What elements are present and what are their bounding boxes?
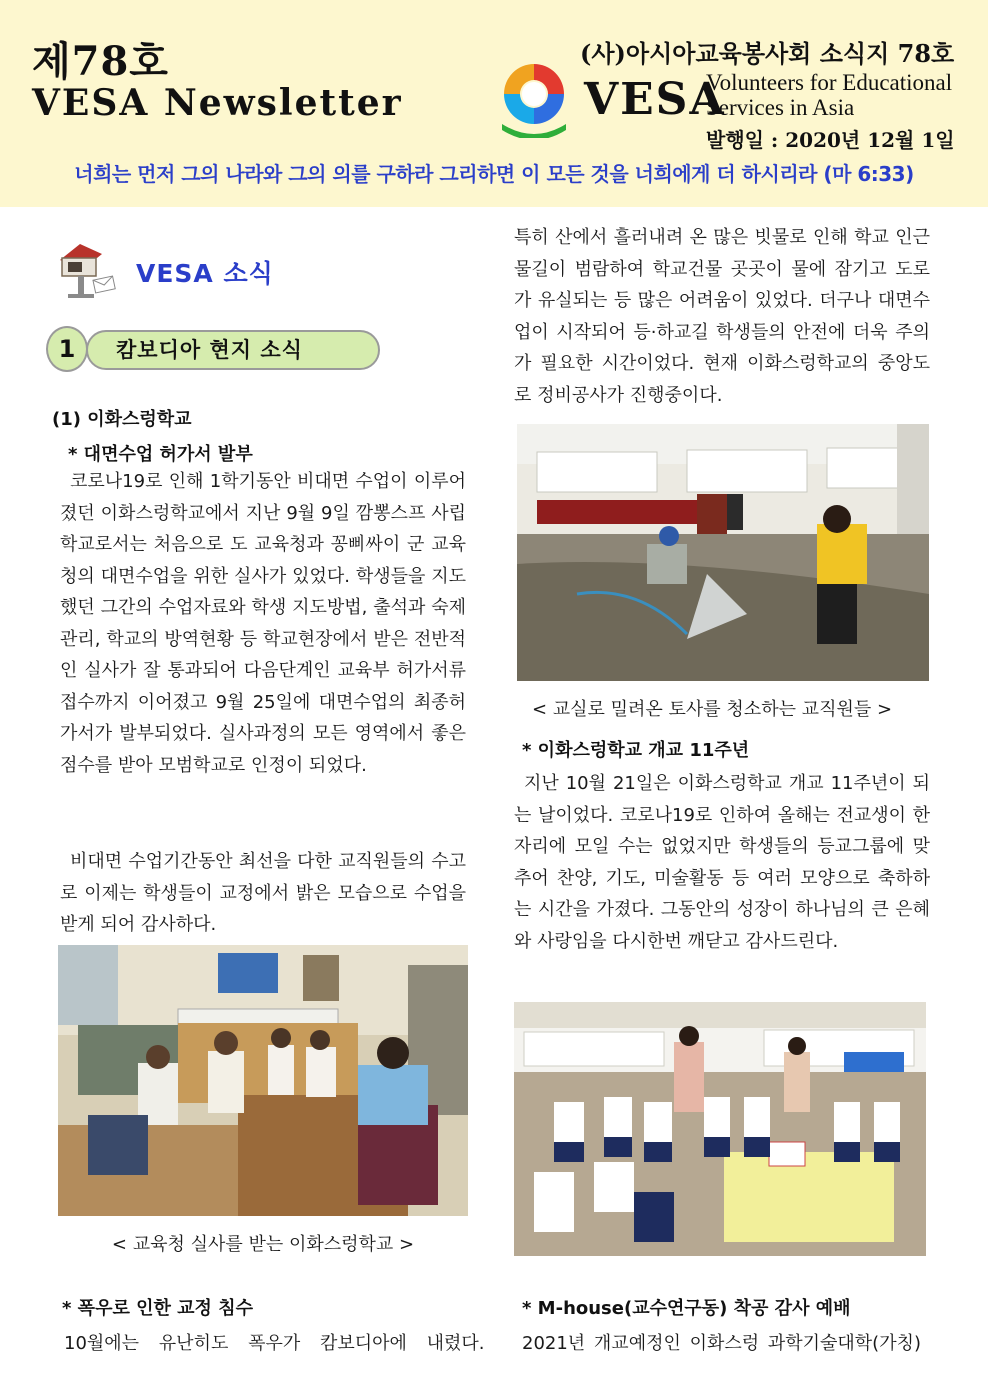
section-title: VESA 소식 [136,259,274,288]
newsletter-title: VESA Newsletter [32,82,403,124]
bible-verse: 너희는 먼저 그의 나라와 그의 의를 구하라 그리하면 이 모든 것을 너희에게 더 하시리라 (마 6:33) [74,162,914,186]
photo-inspection [58,945,468,1216]
mailbox-icon [54,238,118,302]
article-flood-paragraph-1: 10월에는 유난히도 폭우가 캄보디아에 내렸다. [64,1333,485,1354]
org-english-line-1: Volunteers for Educational [706,70,953,95]
article-flood-paragraph-2: 특히 산에서 흘러내려 온 많은 빗물로 인해 학교 인근 물길이 범람하여 학교건물 곳곳이 물에 잠기고 도로가 유실되는 등 많은 어려움이 있었다. 더구나 대면수업이 시작되어 등·하교길 학생들의 안전에 더욱 주의가 필요한 시간이었다. 현재 이화스렁학교의 중앙도로 정비공사가 진행중이다. [514,227,930,406]
photo-caption-inspection: < 교육청 실사를 받는 이화스렁학교 > [111,1234,415,1255]
photo-caption-cleaning: < 교실로 밀려온 토사를 청소하는 교직원들 > [531,699,893,720]
article-heading-mhouse: * M-house(교수연구동) 착공 감사 예배 [522,1298,851,1319]
article-permit-paragraph-2: 비대면 수업기간동안 최선을 다한 교직원들의 수고로 이제는 학생들이 교정에서 밝은 모습으로 수업을 받게 되어 감사하다. [60,851,466,935]
article-mhouse-paragraph: 2021년 개교예정인 이화스렁 과학기술대학(가칭) [522,1333,922,1354]
article-heading-flood: * 폭우로 인한 교정 침수 [62,1298,253,1319]
subsection-number: 1 [46,326,88,372]
vesa-logo-icon [496,58,572,138]
school-heading: (1) 이화스렁학교 [52,409,192,430]
organization-english-name [706,70,952,120]
subsection-title: 캄보디아 현지 소식 [116,338,303,362]
photo-cleaning [517,424,929,681]
photo-anniversary [514,1002,926,1256]
article-heading-anniversary: * 이화스렁학교 개교 11주년 [522,740,750,761]
organization-name: (사)아시아교육봉사회 소식지 78호 [580,39,955,68]
publication-date: 발행일 : 2020년 12월 1일 [706,128,955,152]
issue-number: 제78호 [32,38,169,85]
article-anniversary-paragraph: 지난 10월 21일은 이화스렁학교 개교 11주년이 되는 날이었다. 코로나19로 인하여 올해는 전교생이 한자리에 모일 수는 없었지만 학생들의 등교그룹에 맞추어 찬양, 기도, 미술활동 등 여러 모양으로 축하하는 시간을 가졌다. 그동안의 성장이 하나님의 큰 은혜와 사랑임을 다시한번 깨닫고 감사드린다. [514,773,930,952]
logo-wordmark: VESA [584,74,726,125]
article-heading-permit: * 대면수업 허가서 발부 [68,444,253,465]
article-permit-paragraph-1: 코로나19로 인해 1학기동안 비대면 수업이 이루어졌던 이화스렁학교에서 지난 9월 9일 깜뽕스프 사립학교로서는 처음으로 도 교육청과 꽁삐싸이 군 교육청의 대면수업을 위한 실사가 있었다. 학생들을 지도했던 그간의 수업자료와 학생 지도방법, 출석과 숙제관리, 학교의 방역현황 등 학교현장에서 받은 전반적인 실사가 잘 통과되어 다음단계인 교육부 허가서류 접수까지 이어졌고 9월 25일에 대면수업의 최종허가서가 발부되었다. 실사과정의 모든 영역에서 좋은 점수를 받아 모범학교로 인정이 되었다. [60,471,466,776]
org-english-line-2: Services in Asia [706,95,855,120]
